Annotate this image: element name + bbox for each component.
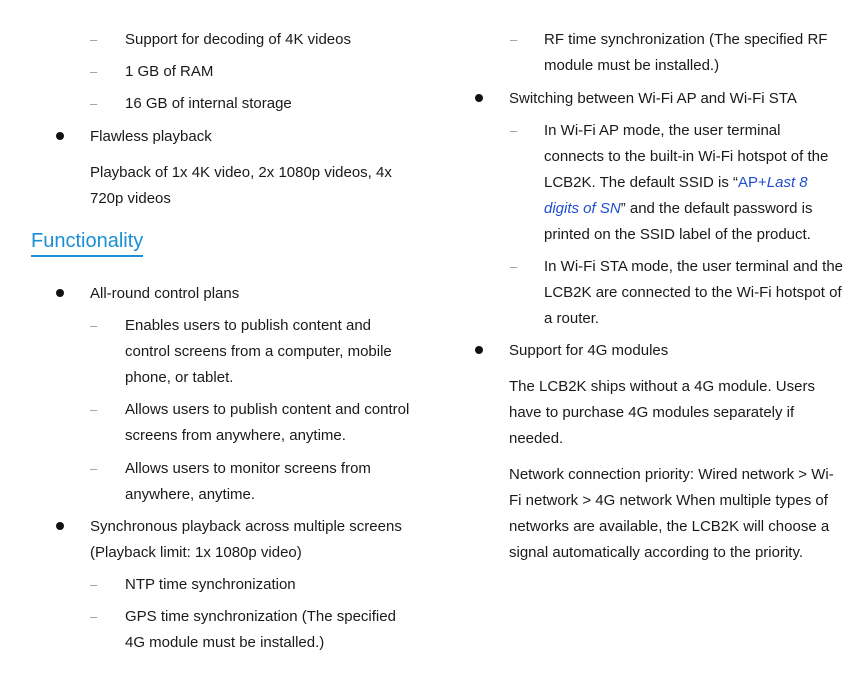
list-item-text: 16 GB of internal storage bbox=[125, 95, 292, 112]
flawless-paragraph: Playback of 1x 4K video, 2x 1080p videos, 4x 720p videos bbox=[90, 164, 392, 207]
bullet-marker bbox=[475, 346, 483, 354]
list-item-text: Enables users to publish content and control screens from a computer, mobile phone, or tablet. bbox=[125, 317, 392, 386]
wifi-ap-prefix: In Wi-Fi AP mode, the user terminal connects to the built-in Wi-Fi hotspot of the LCB2K. The default SSID is “ bbox=[544, 122, 829, 191]
dash-marker: – bbox=[510, 32, 518, 47]
list-item-text: Support for decoding of 4K videos bbox=[125, 31, 351, 48]
bullet-marker bbox=[56, 132, 64, 140]
list-item-text: Allows users to monitor screens from anywhere, anytime. bbox=[125, 460, 371, 503]
bullet-marker bbox=[56, 289, 64, 297]
list-item-text: 1 GB of RAM bbox=[125, 63, 214, 80]
dash-marker: – bbox=[90, 32, 98, 47]
dash-marker: – bbox=[90, 318, 98, 333]
list-item-text: RF time synchronization (The specified RF module must be installed.) bbox=[544, 31, 828, 74]
bullet-marker bbox=[56, 522, 64, 530]
list-item-text: Allows users to publish content and control screens from anywhere, anytime. bbox=[125, 401, 410, 444]
bullet-text: All-round control plans bbox=[90, 285, 240, 302]
dash-marker: – bbox=[90, 64, 98, 79]
bullet-text: Flawless playback bbox=[90, 128, 212, 145]
bullet-text: Switching between Wi-Fi AP and Wi-Fi STA bbox=[509, 90, 797, 107]
4g-paragraph: The LCB2K ships without a 4G module. Users have to purchase 4G modules separately if needed. bbox=[509, 378, 815, 447]
ssid-link-plain: AP+ bbox=[737, 174, 767, 191]
wifi-ap-suffix: ” and the default password is printed on the SSID label of the product. bbox=[544, 200, 813, 243]
dash-marker: – bbox=[510, 259, 518, 274]
dash-marker: – bbox=[90, 577, 98, 592]
dash-marker: – bbox=[510, 123, 518, 138]
list-item-text: GPS time synchronization (The specified 4G module must be installed.) bbox=[125, 608, 396, 651]
bullet-text: Support for 4G modules bbox=[509, 342, 669, 359]
bullet-marker bbox=[475, 94, 483, 102]
bullet-text: Synchronous playback across multiple screens (Playback limit: 1x 1080p video) bbox=[90, 518, 402, 561]
ssid-link-italic: Last 8 digits of SN bbox=[544, 174, 808, 217]
dash-marker: – bbox=[90, 461, 98, 476]
list-item-text: NTP time synchronization bbox=[125, 576, 296, 593]
dash-marker: – bbox=[90, 609, 98, 624]
dash-marker: – bbox=[90, 402, 98, 417]
dash-marker: – bbox=[90, 96, 98, 111]
priority-paragraph: Network connection priority: Wired network > Wi-Fi network > 4G network When multiple types of networks are available, the LCB2K will choose a signal automatically according to the priority. bbox=[509, 466, 834, 561]
list-item-text bbox=[544, 118, 844, 248]
list-item-text: In Wi-Fi STA mode, the user terminal and the LCB2K are connected to the Wi-Fi hotspot of a router. bbox=[544, 258, 844, 327]
section-heading: Functionality bbox=[31, 227, 143, 257]
